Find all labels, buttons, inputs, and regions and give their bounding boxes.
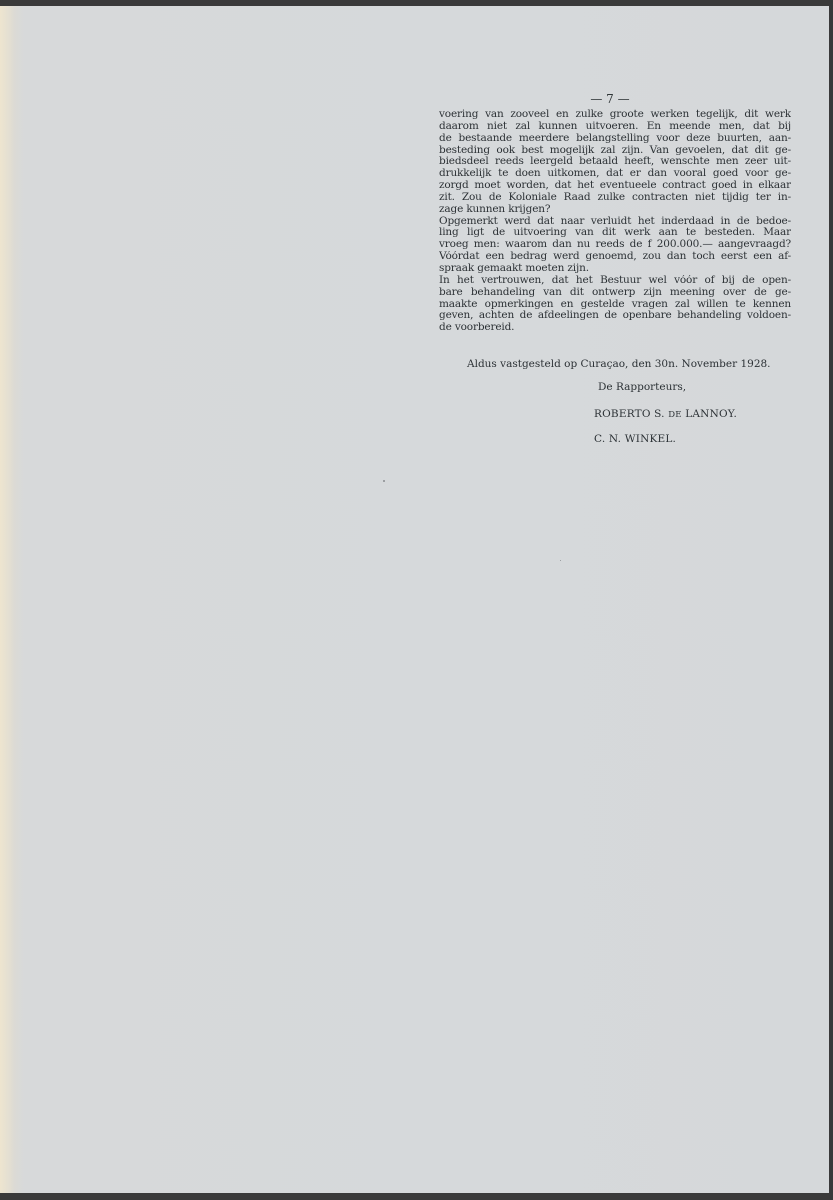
text-line: de voorbereid. <box>439 322 515 334</box>
text-line: maakte opmerkingen en gestelde vragen zal willen te kennen <box>439 298 791 310</box>
text-line: zage kunnen krijgen? <box>439 203 551 215</box>
signatory-name: C. N. WINKEL. <box>594 433 677 445</box>
text-line: Opgemerkt werd dat naar verluidt het inderdaad in de bedoe- <box>439 215 791 227</box>
text-line: zorgd moet worden, dat het eventueele contract goed in elkaar <box>439 180 791 192</box>
page-number: — 7 — <box>590 92 630 106</box>
paper-speck <box>560 560 561 561</box>
text-line: geven, achten de afdeelingen de openbare behandeling voldoen- <box>439 310 791 322</box>
text-line: Vóórdat een bedrag werd genoemd, zou dan toch eerst een af- <box>439 251 791 263</box>
text-line: spraak gemaakt moeten zijn. <box>439 262 589 274</box>
text-line: bare behandeling van dit ontwerp zijn meening over de ge- <box>439 286 791 298</box>
signatory-name <box>594 408 737 420</box>
rapporteurs-title: De Rapporteurs, <box>598 381 687 393</box>
text-line: voering van zooveel en zulke groote werken tegelijk, dit werk <box>439 109 791 120</box>
page-edge <box>0 6 14 1193</box>
text-line: In het vertrouwen, dat het Bestuur wel vóór of bij de open- <box>439 274 791 286</box>
signatory-name-particle: DE <box>668 410 682 420</box>
text-line: drukkelijk te doen uitkomen, dat er dan vooral goed voor ge- <box>439 168 791 180</box>
text-line: vroeg men: waarom dan nu reeds de f 200.000.— aangevraagd? <box>439 239 791 251</box>
text-line: de bestaande meerdere belangstelling voor deze buurten, aan- <box>439 132 791 144</box>
closing-date-line: Aldus vastgesteld op Curaçao, den 30n. November 1928. <box>467 358 771 370</box>
body-text <box>439 109 791 334</box>
signatory-name-prefix: ROBERTO S. <box>594 408 669 420</box>
text-line: ling ligt de uitvoering van dit werk aan te besteden. Maar <box>439 227 791 239</box>
text-line: zit. Zou de Koloniale Raad zulke contracten niet tijdig ter in- <box>439 191 791 203</box>
signatory-name-suffix: LANNOY. <box>681 408 738 420</box>
paper-speck <box>383 480 385 482</box>
text-line: daarom niet zal kunnen uitvoeren. En meende men, dat bij <box>439 120 791 132</box>
text-line: biedsdeel reeds leergeld betaald heeft, wenschte men zeer uit- <box>439 156 791 168</box>
text-line: besteding ook best mogelijk zal zijn. Van gevoelen, dat dit ge- <box>439 144 791 156</box>
